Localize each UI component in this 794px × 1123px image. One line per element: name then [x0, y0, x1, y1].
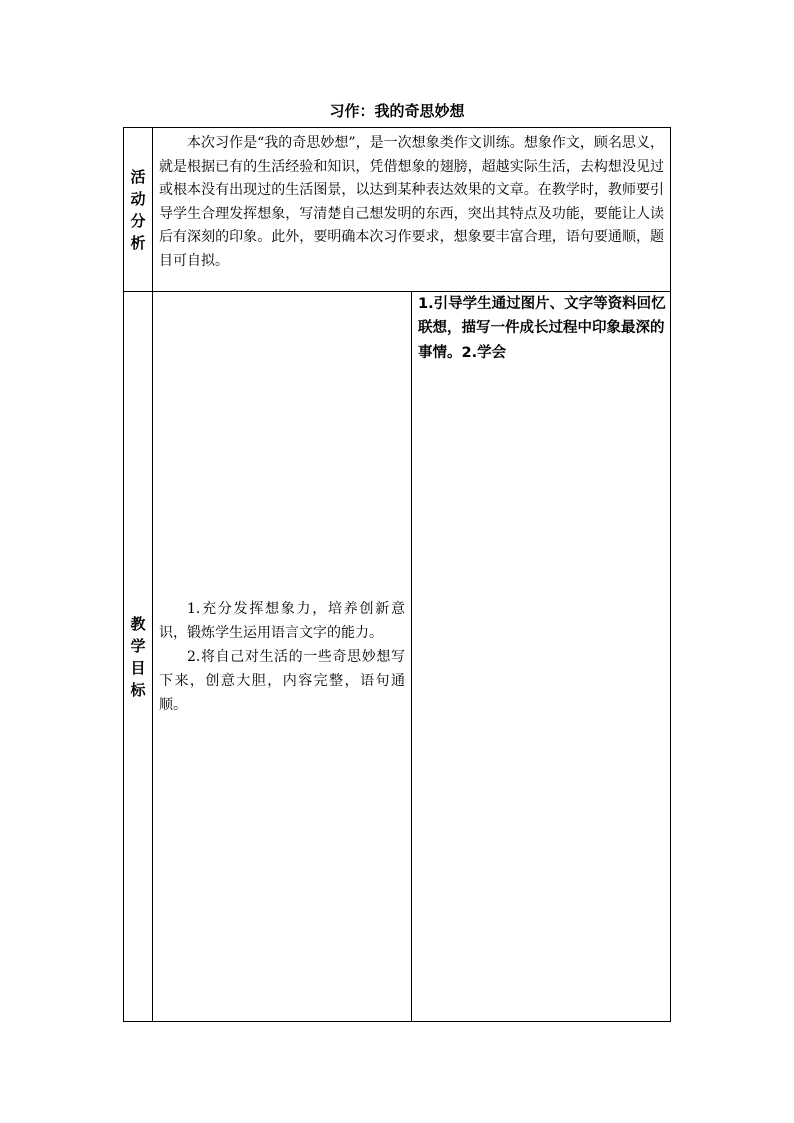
- page-title: 习作：我的奇思妙想: [329, 102, 465, 120]
- label-char: 教: [130, 614, 146, 633]
- label-char: 目: [130, 658, 146, 677]
- label-char: 分: [130, 211, 146, 230]
- teaching-goals-row: [124, 292, 671, 1022]
- label-char: 析: [130, 233, 146, 252]
- activity-analysis-text: 本次习作是“我的奇思妙想”，是一次想象类作文训练。想象作文，顾名思义，就是根据已有的生活经验和知识，凭借想象的翅膀，超越实际生活，去构想没见过或根本没有出现过的生活图景，以达到某种表达效果的文章。在教学时，教师要引导学生合理发挥想象，写清楚自己想发明的东西，突出其特点及功能，要能让人读后有深刻的印象。此外，要明确本次习作要求，想象要丰富合理，语句要通顺，题目可自拟。: [159, 135, 664, 269]
- lesson-plan-table: [123, 127, 671, 1022]
- label-char: 活: [130, 167, 146, 186]
- goal-item-2: 2.将自己对生活的一些奇思妙想写下来，创意大胆，内容完整，语句通顺。: [159, 648, 405, 713]
- teaching-goals-label: [124, 292, 153, 1022]
- label-char: 标: [130, 680, 146, 699]
- label-char: 动: [130, 189, 146, 208]
- goal-item-1: 1.充分发挥想象力，培养创新意识，锻炼学生运用语言文字的能力。: [159, 600, 405, 641]
- activity-analysis-content: [153, 128, 671, 292]
- label-char: 学: [130, 636, 146, 655]
- activity-analysis-label: [124, 128, 153, 292]
- teaching-goals-content: [153, 292, 412, 1022]
- activity-analysis-row: [124, 128, 671, 292]
- teaching-goals-side-text: 1.引导学生通过图片、文字等资料回忆联想，描写一件成长过程中印象最深的事情。2.学会: [412, 292, 671, 1022]
